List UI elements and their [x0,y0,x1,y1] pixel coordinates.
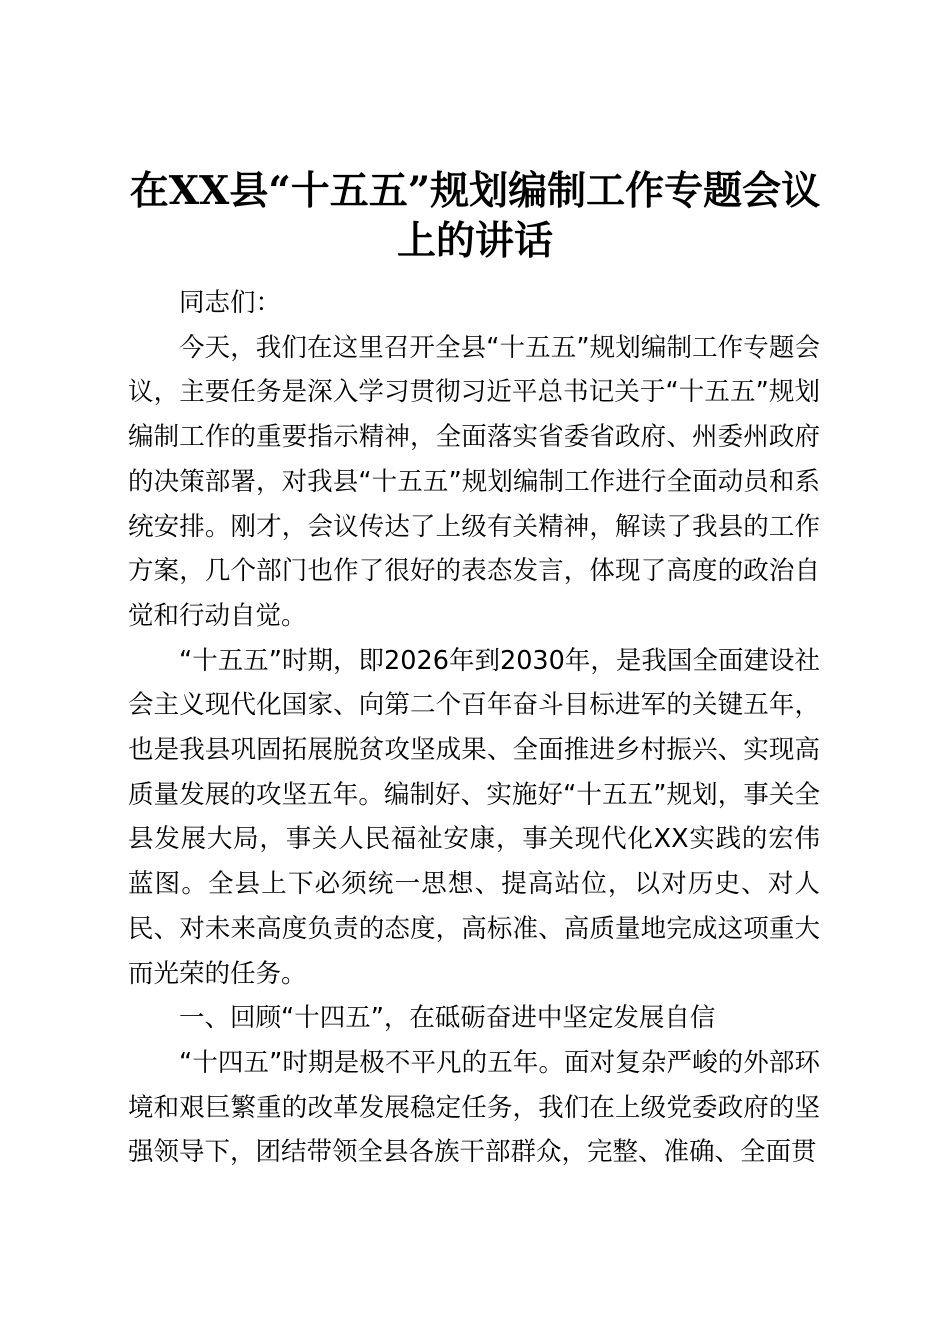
section-heading-1: 一、回顾“十四五”，在砥砺奋进中坚定发展自信 [179,1003,716,1034]
paragraph-review: “十四五”时期是极不平凡的五年。面对复杂严峻的外部环境和艰巨繁重的改革发展稳定任务，我们在上级党委政府的坚强领导下，团结带领全县各族干部群众，完整、准确、全面贯 [128,1047,820,1168]
paragraph-opening: 今天，我们在这里召开全县“十五五”规划编制工作专题会议，主要任务是深入学习贯彻习近平总书记关于“十五五”规划编制工作的重要指示精神，全面落实省委省政府、州委州政府的决策部署，对我县“十五五”规划编制工作进行全面动员和系统安排。刚才，会议传达了上级有关精神，解读了我县的工作方案，几个部门也作了很好的表态发言，体现了高度的政治自觉和行动自觉。 [128,332,820,631]
paragraph-period: “十五五”时期，即2026年到2030年，是我国全面建设社会主义现代化国家、向第二个百年奋斗目标进军的关键五年，也是我县巩固拓展脱贫攻坚成果、全面推进乡村振兴、实现高质量发展的攻坚五年。编制好、实施好“十五五”规划，事关全县发展大局，事关人民福祉安康，事关现代化XX实践的宏伟蓝图。全县上下必须统一思想、提高站位，以对历史、对人民、对未来高度负责的态度，高标准、高质量地完成这项重大而光荣的任务。 [128,645,820,989]
salutation: 同志们： [179,288,282,318]
document-body [128,281,820,1175]
document-title: 在XX县“十五五”规划编制工作专题会议上的讲话 [129,168,821,264]
